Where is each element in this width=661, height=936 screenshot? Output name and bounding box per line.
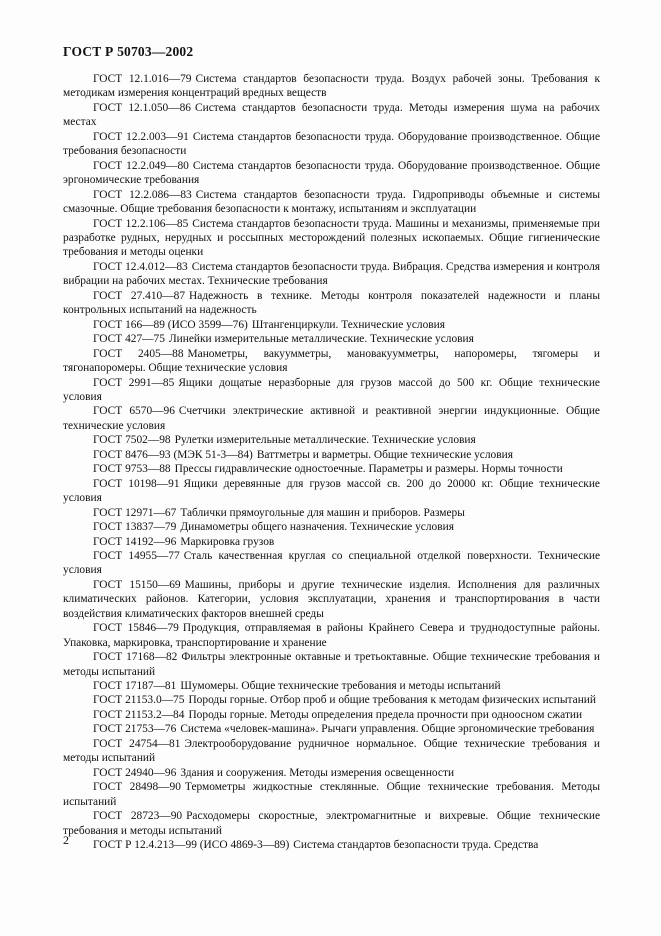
standard-reference-entry xyxy=(63,679,600,693)
standard-title: Линейки измерительные металлические. Технические условия xyxy=(168,333,474,346)
standard-title: Манометры, вакуумметры, мановакуумметры, напоромеры, тягомеры и тягонапоромеры. Общие технические условия xyxy=(63,347,600,375)
standard-title: Система стандартов безопасности труда. Гидроприводы объемные и системы смазочные. Общие требования безопасности к монтажу, испытаниям и эксплуатации xyxy=(63,188,600,216)
standard-code: ГОСТ 427—75 xyxy=(93,333,165,346)
standard-reference-entry xyxy=(63,780,600,809)
standards-reference-list xyxy=(63,72,600,852)
standard-code: ГОСТ 14955—77 xyxy=(93,549,180,562)
standard-reference-entry xyxy=(63,520,600,534)
standard-reference-entry xyxy=(63,535,600,549)
standard-title: Система стандартов безопасности труда. Оборудование производственное. Общие требования безопасности xyxy=(63,130,600,158)
standard-reference-entry xyxy=(63,217,600,260)
standard-code: ГОСТ 7502—98 xyxy=(93,434,171,447)
standard-code: ГОСТ 17168—82 xyxy=(93,651,178,664)
standard-reference-entry xyxy=(63,433,600,447)
standard-reference-entry xyxy=(63,549,600,578)
standard-reference-entry xyxy=(63,722,600,736)
standard-reference-entry xyxy=(63,101,600,130)
standard-code: ГОСТ 12.2.086—83 xyxy=(93,188,192,201)
standard-code: ГОСТ 12.2.049—80 xyxy=(93,159,189,172)
standard-code: ГОСТ 24940—96 xyxy=(93,766,177,779)
standard-title: Рулетки измерительные металлические. Технические условия xyxy=(174,434,476,447)
standard-code: ГОСТ 10198—91 xyxy=(93,477,180,490)
standard-code: ГОСТ 15846—79 xyxy=(93,622,179,635)
standard-title: Система стандартов безопасности труда. Методы измерения шума на рабочих местах xyxy=(63,101,601,129)
standard-reference-entry xyxy=(63,448,600,462)
standard-code: ГОСТ 27.410—87 xyxy=(93,289,186,302)
standard-reference-entry xyxy=(63,332,600,346)
standard-code: ГОСТ 8476—93 (МЭК 51-3—84) xyxy=(93,448,253,461)
standard-reference-entry xyxy=(63,72,600,101)
standard-code: ГОСТ 2405—88 xyxy=(93,347,184,360)
standard-reference-entry xyxy=(63,462,600,476)
standard-reference-entry xyxy=(63,477,600,506)
standard-code: ГОСТ 17187—81 xyxy=(93,680,177,693)
standard-title: Породы горные. Отбор проб и общие требования к методам физических испытаний xyxy=(188,694,596,707)
standard-reference-entry xyxy=(63,404,600,433)
standard-code: ГОСТ 15150—69 xyxy=(93,578,181,591)
standard-title: Маркировка грузов xyxy=(180,535,275,548)
standard-reference-entry xyxy=(63,376,600,405)
standard-title: Надежность в технике. Методы контроля показателей надежности и планы контрольных испытаний на надежность xyxy=(63,289,600,317)
standard-code: ГОСТ 21153.2—84 xyxy=(93,708,185,721)
standard-title: Здания и сооружения. Методы измерения освещенности xyxy=(180,766,455,779)
standard-code: ГОСТ 2991—85 xyxy=(93,376,175,389)
standard-title: Система стандартов безопасности труда. Средства xyxy=(293,839,539,852)
standard-code: ГОСТ 12.1.050—86 xyxy=(93,101,191,114)
standard-code: ГОСТ 9753—88 xyxy=(93,463,171,476)
standard-reference-entry xyxy=(63,130,600,159)
page-number: 2 xyxy=(63,833,69,847)
standard-reference-entry xyxy=(63,318,600,332)
standard-code: ГОСТ 12.1.016—79 xyxy=(93,73,192,85)
standard-title: Таблички прямоугольные для машин и приборов. Размеры xyxy=(180,506,465,519)
standard-title: Система стандартов безопасности труда. Машины и механизмы, применяемые при разработке рудных, нерудных и россыпных месторождений полезных ископаемых. Общие гигиенические требования и методы оценки xyxy=(63,217,600,259)
standard-reference-entry xyxy=(63,159,600,188)
standard-title: Ящики деревянные для грузов массой св. 200 до 20000 кг. Общие технические условия xyxy=(63,477,600,505)
standard-title: Фильтры электронные октавные и третьоктавные. Общие технические требования и методы испытаний xyxy=(63,651,601,678)
standard-title: Машины, приборы и другие технические изделия. Исполнения для различных климатических районов. Категории, условия эксплуатации, хранения и транспортирования в части воздействия климатических факторов внешней среды xyxy=(63,578,600,620)
standard-title: Термометры жидкостные стеклянные. Общие технические требования. Методы испытаний xyxy=(63,781,600,808)
standard-reference-entry xyxy=(63,809,600,838)
standard-reference-entry xyxy=(63,347,600,376)
standard-reference-entry xyxy=(63,693,600,707)
standard-title: Штангенциркули. Технические условия xyxy=(251,318,446,331)
standard-reference-entry xyxy=(63,289,600,318)
standard-title: Прессы гидравлические одностоечные. Параметры и размеры. Нормы точности xyxy=(174,463,563,476)
standard-title: Система «человек-машина». Рычаги управления. Общие эргономические требования xyxy=(180,723,595,736)
standard-code: ГОСТ 12.4.012—83 xyxy=(93,260,188,273)
standard-code: ГОСТ 21753—76 xyxy=(93,723,177,736)
standard-code: ГОСТ 21153.0—75 xyxy=(93,694,185,707)
standard-code: ГОСТ 12.2.106—85 xyxy=(93,217,189,230)
standard-title: Электрооборудование рудничное нормальное. Общие технические требования и методы испытаний xyxy=(63,737,601,765)
standard-title: Продукция, отправляемая в районы Крайнего Севера и труднодоступные районы. Упаковка, маркировка, транспортирование и хранение xyxy=(63,622,600,649)
standard-title: Система стандартов безопасности труда. Оборудование производственное. Общие эргономические требования xyxy=(63,159,600,187)
standard-code: ГОСТ Р 12.4.213—99 (ИСО 4869-3—89) xyxy=(93,839,290,852)
standard-reference-entry xyxy=(63,708,600,722)
standard-code: ГОСТ 13837—79 xyxy=(93,521,177,534)
standard-code: ГОСТ 166—89 (ИСО 3599—76) xyxy=(93,318,248,331)
standard-title: Ящики дощатые неразборные для грузов массой до 500 кг. Общие технические условия xyxy=(63,376,600,403)
standard-reference-entry xyxy=(63,506,600,520)
standard-code: ГОСТ 12.2.003—91 xyxy=(93,130,189,143)
standard-reference-entry xyxy=(63,260,600,289)
standard-reference-entry xyxy=(63,838,600,852)
standard-reference-entry xyxy=(63,766,600,780)
standard-reference-entry xyxy=(63,737,600,766)
standard-reference-entry xyxy=(63,578,600,621)
standard-title: Породы горные. Методы определения предела прочности при одноосном сжатии xyxy=(188,708,583,721)
standard-code: ГОСТ 28498—90 xyxy=(93,781,181,794)
standard-code: ГОСТ 12971—67 xyxy=(93,506,177,519)
standard-code: ГОСТ 14192—96 xyxy=(93,535,177,548)
standard-title: Ваттметры и варметры. Общие технические условия xyxy=(256,448,513,461)
standard-code: ГОСТ 28723—90 xyxy=(93,810,183,823)
standard-code: ГОСТ 24754—81 xyxy=(93,737,181,750)
standard-reference-entry xyxy=(63,188,600,217)
standard-title: Шумомеры. Общие технические требования и методы испытаний xyxy=(180,680,501,693)
standard-reference-entry xyxy=(63,650,600,679)
document-header: ГОСТ Р 50703—2002 xyxy=(63,44,194,59)
standard-title: Расходомеры скоростные, электромагнитные и вихревые. Общие технические требования и методы испытаний xyxy=(63,810,600,837)
standard-code: ГОСТ 6570—96 xyxy=(93,405,175,418)
standard-title: Сталь качественная круглая со специальной отделкой поверхности. Технические условия xyxy=(63,549,601,577)
standard-title: Система стандартов безопасности труда. Воздух рабочей зоны. Требования к методикам измерения концентраций вредных веществ xyxy=(63,73,600,100)
standard-reference-entry xyxy=(63,621,600,650)
standard-title: Динамометры общего назначения. Технические условия xyxy=(180,521,454,534)
standard-title: Система стандартов безопасности труда. Вибрация. Средства измерения и контроля вибрации на рабочих местах. Технические требования xyxy=(63,260,601,288)
standard-title: Счетчики электрические активной и реактивной энергии индукционные. Общие технические условия xyxy=(63,405,600,432)
